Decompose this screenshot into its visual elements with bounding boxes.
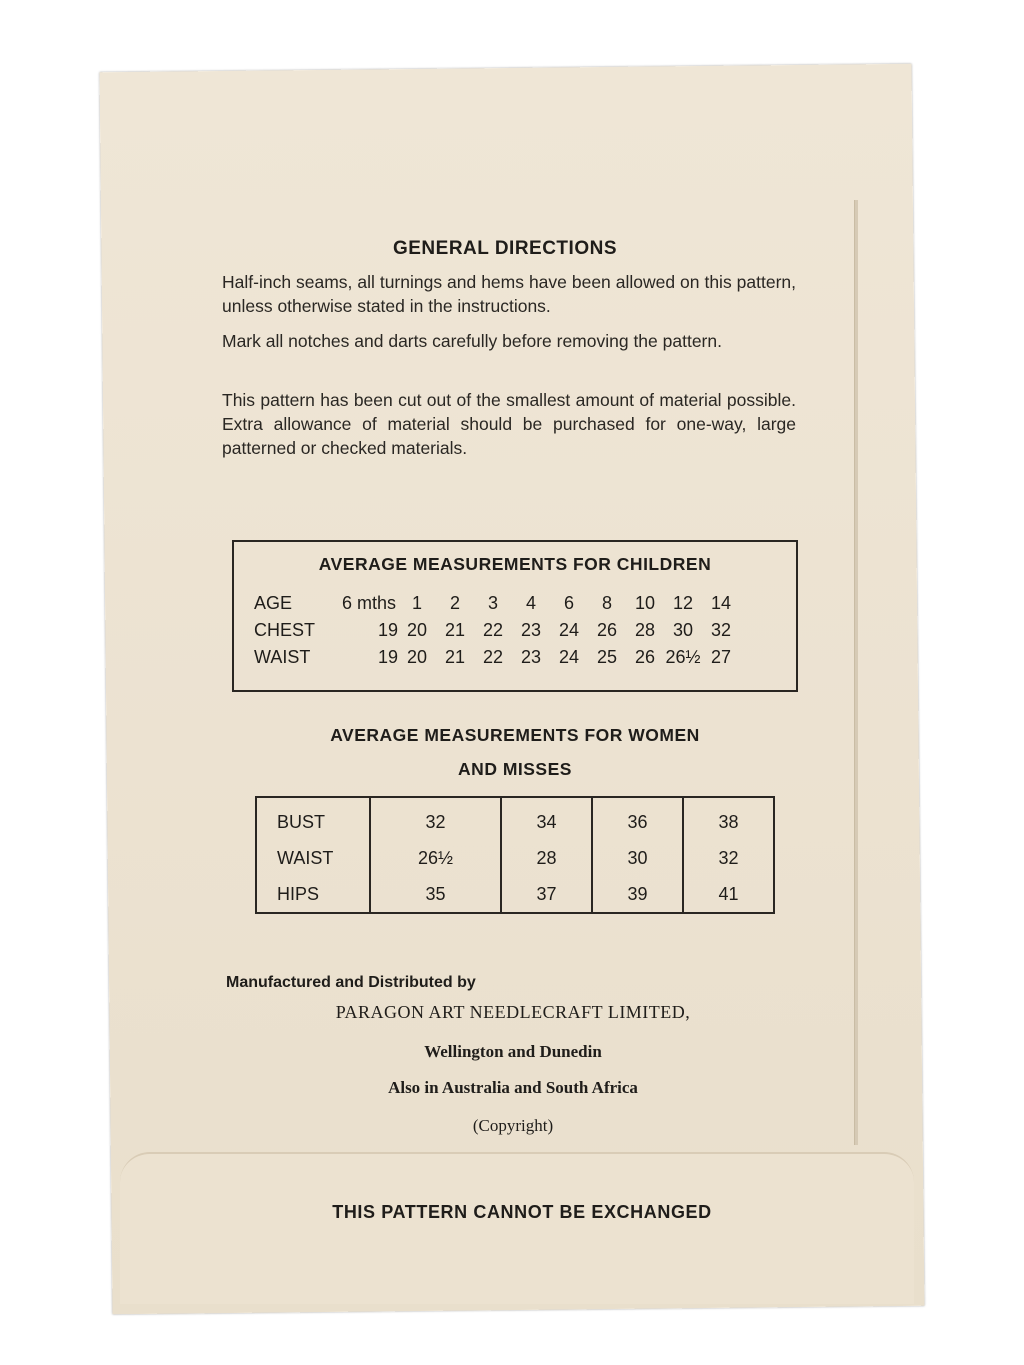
cell: 1 bbox=[411, 593, 422, 613]
children-measurements-table bbox=[254, 590, 740, 671]
cell: 30 bbox=[672, 620, 694, 640]
children-measurements-title: AVERAGE MEASUREMENTS FOR CHILDREN bbox=[318, 554, 712, 574]
cell: 3 bbox=[487, 593, 498, 613]
women-title-line1: AVERAGE MEASUREMENTS FOR WOMEN bbox=[330, 725, 700, 745]
cell: 6 mths bbox=[341, 593, 397, 613]
women-row-waist bbox=[256, 840, 774, 876]
directions-paragraph-notches: Mark all notches and darts carefully before removing the pattern. bbox=[222, 331, 722, 351]
cell: 28 bbox=[634, 620, 656, 640]
cell: 23 bbox=[520, 620, 542, 640]
cell: 19 bbox=[377, 620, 398, 640]
directions-paragraph-material: This pattern has been cut out of the smallest amount of material possible. Extra allowance of material should be purchased for one-way, large patterned or checked materials. bbox=[222, 390, 796, 458]
cell: 34 bbox=[501, 797, 592, 840]
copyright-notice: (Copyright) bbox=[472, 1116, 554, 1135]
cell: 28 bbox=[501, 840, 592, 876]
company-cities: Wellington and Dunedin bbox=[424, 1042, 602, 1061]
cell: 12 bbox=[672, 593, 694, 613]
cell: 39 bbox=[592, 876, 683, 913]
women-row-hips bbox=[256, 876, 774, 913]
cell: 21 bbox=[444, 647, 466, 667]
children-row-chest bbox=[254, 617, 740, 644]
also-available: Also in Australia and South Africa bbox=[388, 1078, 638, 1097]
cell: 24 bbox=[558, 620, 580, 640]
cell: 27 bbox=[710, 647, 732, 667]
cell: 22 bbox=[482, 647, 504, 667]
row-label: CHEST bbox=[254, 620, 316, 640]
women-measurements-table bbox=[255, 796, 775, 914]
cell: 4 bbox=[525, 593, 536, 613]
side-flap-edge bbox=[854, 200, 858, 1145]
cell: 25 bbox=[596, 647, 618, 667]
cell: 36 bbox=[592, 797, 683, 840]
cell: 26½ bbox=[665, 647, 701, 667]
bottom-flap bbox=[120, 1152, 914, 1304]
no-exchange-notice: THIS PATTERN CANNOT BE EXCHANGED bbox=[332, 1202, 712, 1222]
cell: 32 bbox=[683, 840, 774, 876]
directions-paragraph-seams: Half-inch seams, all turnings and hems have been allowed on this pattern, unless otherwise stated in the instructions. bbox=[222, 272, 796, 316]
cell: 32 bbox=[370, 797, 501, 840]
children-measurements-box bbox=[232, 540, 798, 692]
cell: 20 bbox=[406, 647, 428, 667]
cell: 14 bbox=[710, 593, 732, 613]
children-row-waist bbox=[254, 644, 740, 671]
women-measurements-title bbox=[228, 718, 802, 786]
cell: 8 bbox=[601, 593, 612, 613]
row-label: WAIST bbox=[277, 847, 334, 868]
cell: 26 bbox=[634, 647, 656, 667]
row-label: AGE bbox=[254, 593, 293, 613]
cell: 6 bbox=[563, 593, 574, 613]
cell: 10 bbox=[634, 593, 656, 613]
cell: 19 bbox=[377, 647, 398, 667]
manufactured-by: Manufactured and Distributed by bbox=[226, 974, 476, 991]
cell: 26 bbox=[596, 620, 618, 640]
cell: 37 bbox=[501, 876, 592, 913]
cell: 41 bbox=[683, 876, 774, 913]
children-row-age bbox=[254, 590, 740, 617]
company-name: PARAGON ART NEEDLECRAFT LIMITED, bbox=[335, 1002, 691, 1022]
cell: 23 bbox=[520, 647, 542, 667]
cell: 2 bbox=[449, 593, 460, 613]
cell: 30 bbox=[592, 840, 683, 876]
cell: 22 bbox=[482, 620, 504, 640]
cell: 21 bbox=[444, 620, 466, 640]
women-row-bust bbox=[256, 797, 774, 840]
cell: 24 bbox=[558, 647, 580, 667]
cell: 35 bbox=[370, 876, 501, 913]
cell: 26½ bbox=[370, 840, 501, 876]
cell: 32 bbox=[710, 620, 732, 640]
row-label: HIPS bbox=[277, 883, 320, 904]
row-label: WAIST bbox=[254, 647, 311, 667]
cell: 38 bbox=[683, 797, 774, 840]
general-directions-title: GENERAL DIRECTIONS bbox=[392, 238, 617, 259]
cell: 20 bbox=[406, 620, 428, 640]
row-label: BUST bbox=[277, 811, 326, 832]
women-title-line2: AND MISSES bbox=[458, 759, 572, 779]
